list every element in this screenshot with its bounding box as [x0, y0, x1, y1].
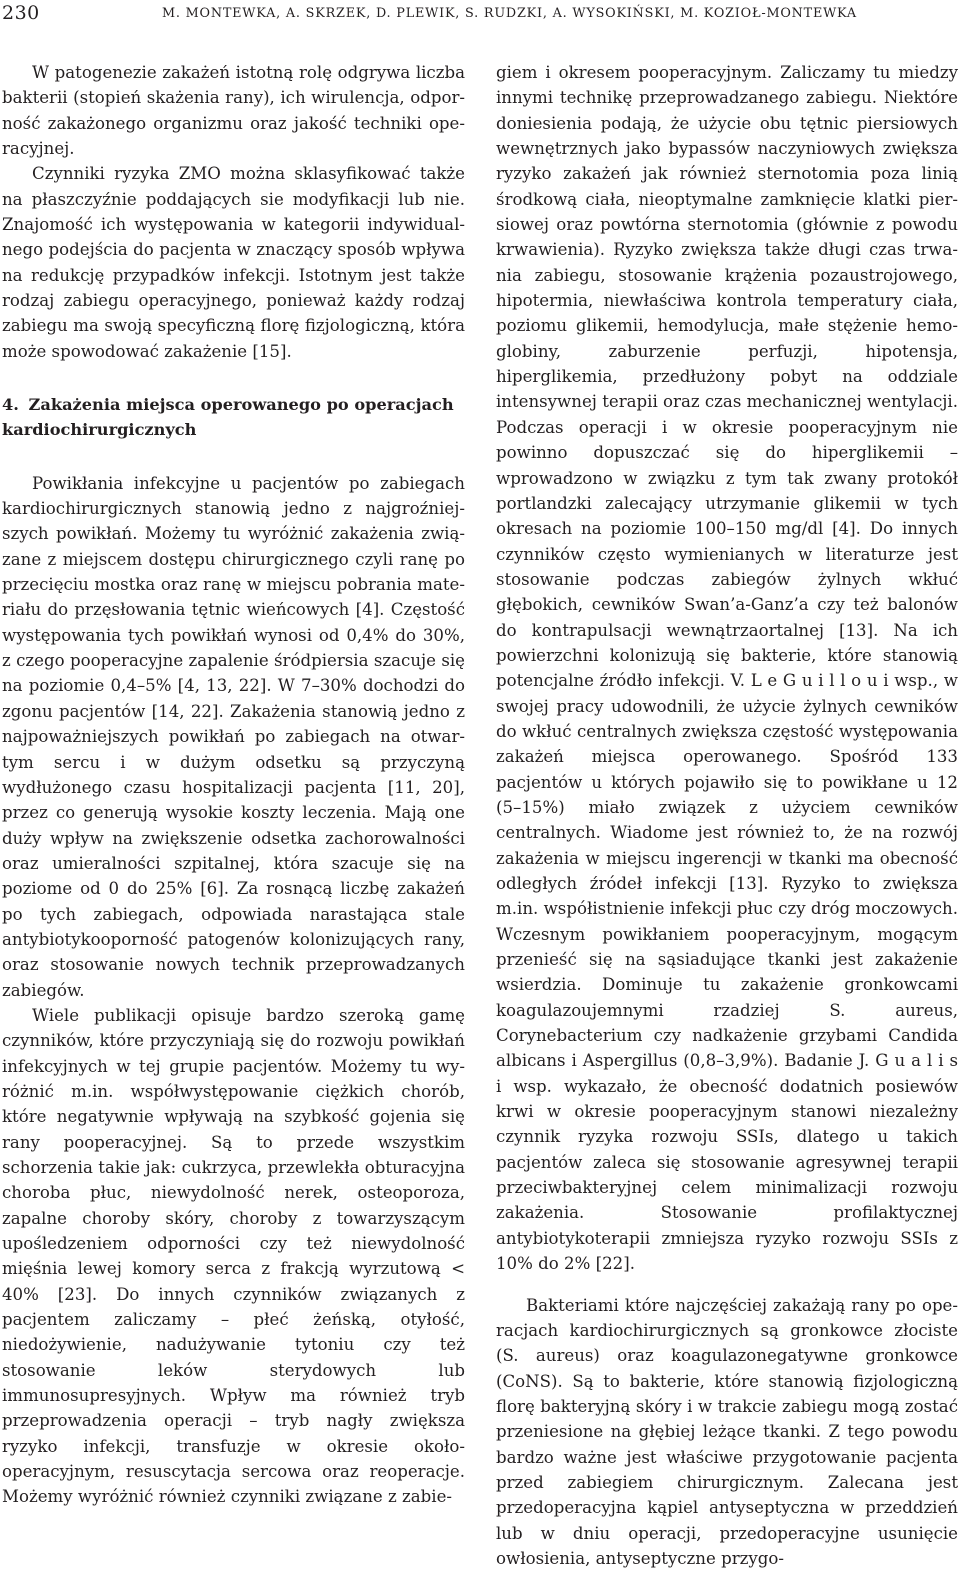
paragraph: Powikłania infekcyjne u pacjentów po zabiegach kardiochirurgicznych stanowią jedno z najgroźniejszych powikłań. Możemy tu wyróżnić zakażenia związane z miejscem dostępu chirurgicznego czyli ranę po przecięciu mostka oraz ranę w miejscu pobrania materiału do przęsłowania tętnic wieńcowych [4]. Częstość występowania tych powikłań wynosi od 0,4% do 30%, z czego pooperacyjne zapalenie śródpiersia szacuje się na poziomie 0,4–5% [4, 13, 22]. W 7–30% dochodzi do zgonu pacjentów [14, 22]. Zakażenia stanowią jedno z najpoważniejszych powikłań po zabiegach na otwartym sercu i w dużym odsetku są przyczyną wydłużonego czasu hospitalizacji pacjenta [11, 20], przez co generują wysokie koszty leczenia. Mają one duży wpływ na zwiększenie odsetka zachorowalności oraz umieralności szpitalnej, która szacuje się na poziome od 0 do 25% [6]. Za rosnącą liczbę zakażeń po tych zabiegach, odpowiada narastająca stale antybiotykooporność patogenów kolonizujących rany, oraz stosowanie nowych technik przeprowadzanych zabiegów.: [2, 471, 465, 1003]
left-column: [2, 60, 465, 1510]
paragraph: W patogenezie zakażeń istotną rolę odgrywa liczba bakterii (stopień skażenia rany), ich wirulencja, odporność zakażonego organizmu oraz jakość techniki operacyjnej.: [2, 60, 465, 161]
paragraph: Czynniki ryzyka ZMO można sklasyfikować także na płaszczyźnie poddających sie modyfikacji lub nie. Znajomość ich występowania w kategorii indywidualnego podejścia do pacjenta w znaczący sposób wpływa na redukcję przypadków infekcji. Istotnym jest także rodzaj zabiegu operacyjnego, ponieważ każdy rodzaj zabiegu ma swoją specyficzną florę fizjologiczną, która może spowodować zakażenie [15].: [2, 161, 465, 364]
paragraph: Wiele publikacji opisuje bardzo szeroką gamę czynników, które przyczyniają się do rozwoju powikłań infekcyjnych w tej grupie pacjentów. Możemy tu wyróżnić m.in. współwystępowanie ciężkich chorób, które negatywnie wpływają na szybkość gojenia się rany pooperacyjnej. Są to przede wszystkim schorzenia takie jak: cukrzyca, przewlekła obturacyjna choroba płuc, niewydolność nerek, osteoporoza, zapalne choroby skóry, choroby z towarzyszącym upośledzeniem odporności czy też niewydolność mięśnia lewej komory serca z frakcją wyrzutową < 40% [23]. Do innych czynników związanych z pacjentem zaliczamy – płeć żeńską, otyłość, niedożywienie, nadużywanie tytoniu czy też stosowanie leków sterydowych lub immunosupresyjnych. Wpływ ma również tryb przeprowadzenia operacji – tryb nagły zwiększa ryzyko infekcji, transfuzje w okresie okołooperacyjnym, resuscytacja sercowa oraz reoperacje. Możemy wyróżnić również czynniki związane z zabie-: [2, 1003, 465, 1510]
paragraph: giem i okresem pooperacyjnym. Zaliczamy tu miedzy innymi technikę przeprowadzanego zabiegu. Niektóre doniesienia podają, że użycie obu tętnic piersiowych wewnętrznych jako bypassów naczyniowych zwiększa ryzyko zakażeń jak również sternotomia poza linią środkową ciała, nieoptymalne zamknięcie klatki piersiowej oraz powtórna sternotomia (głównie z powodu krwawienia). Ryzyko zwiększa także długi czas trwania zabiegu, stosowanie krążenia pozaustrojowego, hipotermia, niewłaściwa kontrola temperatury ciała, poziomu glikemii, hemodylucja, małe stężenie hemoglobiny, zaburzenie perfuzji, hipotensja, hiperglikemia, przedłużony pobyt na oddziale intensywnej terapii oraz czas mechanicznej wentylacji. Podczas operacji i w okresie pooperacyjnym nie powinno dopuszczać się do hiperglikemii – wprowadzono w związku z tym tak zwany protokół portlandzki zalecający utrzymanie glikemii w tych okresach na poziomie 100–150 mg/dl [4]. Do innych czynników często wymienianych w literaturze jest stosowanie podczas zabiegów żylnych wkłuć głębokich, cewników Swan’a-Ganz’a czy też balonów do kontrapulsacji wewnątrzaortalnej [13]. Na ich powierzchni kolonizują się bakterie, które stanowią potencjalne źródło infekcji. V. L e G u i l l o u i wsp., w swojej pracy udowodnili, że użycie żylnych cewników do wkłuć centralnych zwiększa częstość występowania zakażeń miejsca operowanego. Spośród 133 pacjentów u których pojawiło się to powikłane u 12 (5–15%) miało związek z użyciem cewników centralnych. Wiadome jest również to, że na rozwój zakażenia w miejscu ingerencji w tkanki ma obecność odległych źródeł infekcji [13]. Ryzyko to zwiększa m.in. współistnienie infekcji płuc czy dróg moczowych. Wczesnym powikłaniem pooperacyjnym, mogącym przenieść się na sąsiadujące tkanki jest zakażenie wsierdzia. Dominuje tu zakażenie gronkowcami koagulazoujemnymi rzadziej S. aureus, Corynebacterium czy nadkażenie grzybami Candida albicans i Aspergillus (0,8–3,9%). Badanie J. G u a l i s i wsp. wykazało, że obecność dodatnich posiewów krwi w okresie pooperacyjnym stanowi niezależny czynnik ryzyka rozwoju SSIs, dlatego u takich pacjentów zaleca się stosowanie agresywnej terapii przeciwbakteryjnej celem minimalizacji rozwoju zakażenia. Stosowanie profilaktycznej antybiotykoterapii zmniejsza ryzyko rozwoju SSIs z 10% do 2% [22].: [496, 60, 958, 1277]
page-header: [0, 0, 960, 32]
section-title: Zakażenia miejsca operowanego po operacjach kardiochirurgicznych: [2, 395, 454, 439]
section-heading: [2, 392, 465, 443]
section-number: 4.: [2, 395, 19, 414]
page-number: 230: [2, 2, 40, 24]
right-column: [496, 60, 958, 1571]
running-head-authors: M. MONTEWKA, A. SKRZEK, D. PLEWIK, S. RUDZKI, A. WYSOKIŃSKI, M. KOZIOŁ-MONTEWKA: [162, 6, 857, 21]
paragraph: Bakteriami które najczęściej zakażają rany po operacjach kardiochirurgicznych są gronkowce złociste (S. aureus) oraz koagulazonegatywne gronkowce (CoNS). Są to bakterie, które stanowią fizjologiczną florę bakteryjną skóry i w trakcie zabiegu mogą zostać przeniesione na głębiej leżące tkanki. Z tego powodu bardzo ważne jest właściwe przygotowanie pacjenta przed zabiegiem chirurgicznym. Zalecana jest przedoperacyjna kąpiel antyseptyczna w przeddzień lub w dniu operacji, przedoperacyjne usunięcie owłosienia, antyseptyczne przygo-: [496, 1293, 958, 1571]
